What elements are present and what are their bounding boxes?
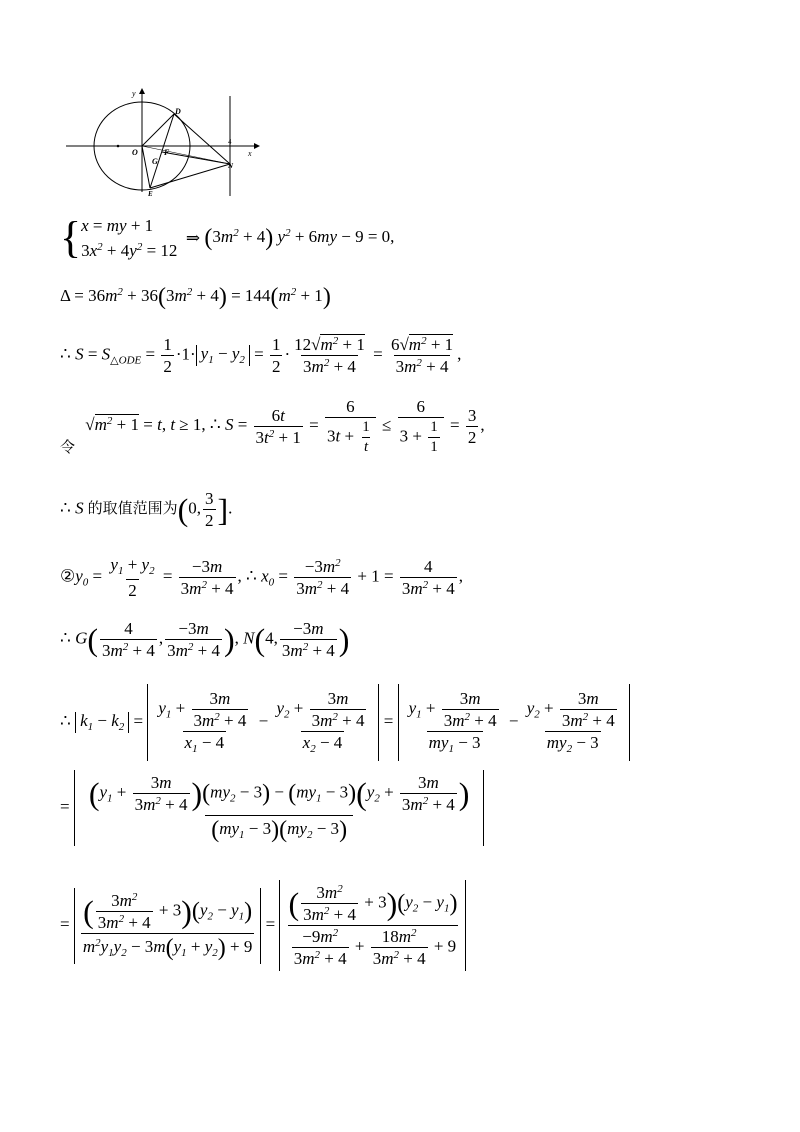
label-g: G — [152, 157, 158, 166]
midpoint-line: $②y_0$ = $\frac{y_1 + y_2}{2}$ = $\frac{-3m}{3m^2 + 4}$ , ∴ $x_0$ = $\frac{-3m^2}{3m^2 + 4}$ + 1 = $\frac{4}{3m^2 + 4}$ , — [60, 555, 463, 600]
x-axis-arrow — [254, 143, 260, 149]
segment-en — [150, 164, 230, 188]
circle-two-marker: ② — [60, 566, 76, 586]
discriminant-line: $\Delta = 36m^2 + 36(3m^2 + 4) = 144(m^2 + 1)$ — [60, 284, 331, 310]
label-o: O — [132, 148, 138, 157]
expansion-line-1: = ($y_1$ + $\frac{3m}{3m^2 + 4}$ )$(my_2 - 3) - (my_1 - 3)(y_2$ + $\frac{3m}{3m^2 + 4}$ ) $(my_1 - 3)(my_2 - 3)$ — [60, 770, 484, 846]
equation-system: { x = my + 1 $3x^2 + 4y^2 = 12$ ⇒ $(3m^2 + 4) y^2 + 6my - 9 = 0$, — [60, 213, 395, 262]
slope-difference-line: ∴ $k_1 - k_2$ = $y_1$ + $\frac{3m}{3m^2 + 4}$ $x_1 - 4$ − $y_2$ + $\frac{3m}{3m^2 + 4}$ $x_2 - 4$ = $y_1$ + $\frac{3m}{3m^2 + 4}$ $my_1 - 3$ − $y_2$ + $\frac{3m}{3m^2 + 4}$ $my_2 - 3$ — [60, 684, 630, 761]
y-axis-label: y — [132, 89, 136, 98]
range-text: 的取值范围为 — [87, 499, 178, 518]
area-line: ∴ $S = S_{\triangle ODE}$ = $\frac{1}{2}$ $\cdot 1\cdot y_1 - y_2$ = $\frac{1}{2}$ · $\frac{12√m^2 + 1}{3m^2 + 4}$ = $\frac{6√m^2 + 1}{3m^2 + 4}$ , — [60, 335, 462, 376]
points-g-n-line: ∴ G( $\frac{4}{3m^2 + 4}$ , $\frac{-3m}{3m^2 + 4}$ ), N(4, $\frac{-3m}{3m^2 + 4}$ ) — [60, 619, 350, 660]
geometry-figure — [62, 86, 262, 198]
expansion-line-2: = ( $\frac{3m^2}{3m^2 + 4}$ + $3)(y_2 - y_1)$ $m^2y_1y_2 - 3m(y_1 + y_2) + 9$ = ( $\frac{3m^2}{3m^2 + 4}$ + $3)(y_2 - y_1)$ $\frac{-9m^2}{3m^2 + 4}$ + $\frac{18m^2}{3m^2 + 4}$ + 9 — [60, 880, 466, 971]
segment-oe — [142, 146, 150, 188]
label-four: 4 — [228, 138, 232, 146]
label-n: N — [228, 162, 234, 170]
label-d: D — [175, 107, 181, 116]
substitution-line: 令 $√m^2 + 1 = t$, t ≥ 1, ∴ S = $\frac{6t}{3t^2 + 1}$ = 6 3t + $\frac{1}{t}$ ≤ 6 3 + $\frac{1}{1}$ = $\frac{3}{2}$ , — [60, 397, 485, 457]
segment-de — [150, 114, 174, 188]
focus-left-dot — [117, 145, 120, 148]
y-axis-arrow — [139, 88, 145, 94]
label-f: F — [164, 148, 170, 157]
ling-char: 令 — [60, 438, 76, 457]
segment-dn — [174, 114, 230, 164]
range-line: ∴ S 的取值范围为(0, $\frac{3}{2}$ ]. — [60, 489, 233, 530]
x-axis-label: x — [248, 149, 252, 158]
label-e: E — [148, 190, 153, 198]
